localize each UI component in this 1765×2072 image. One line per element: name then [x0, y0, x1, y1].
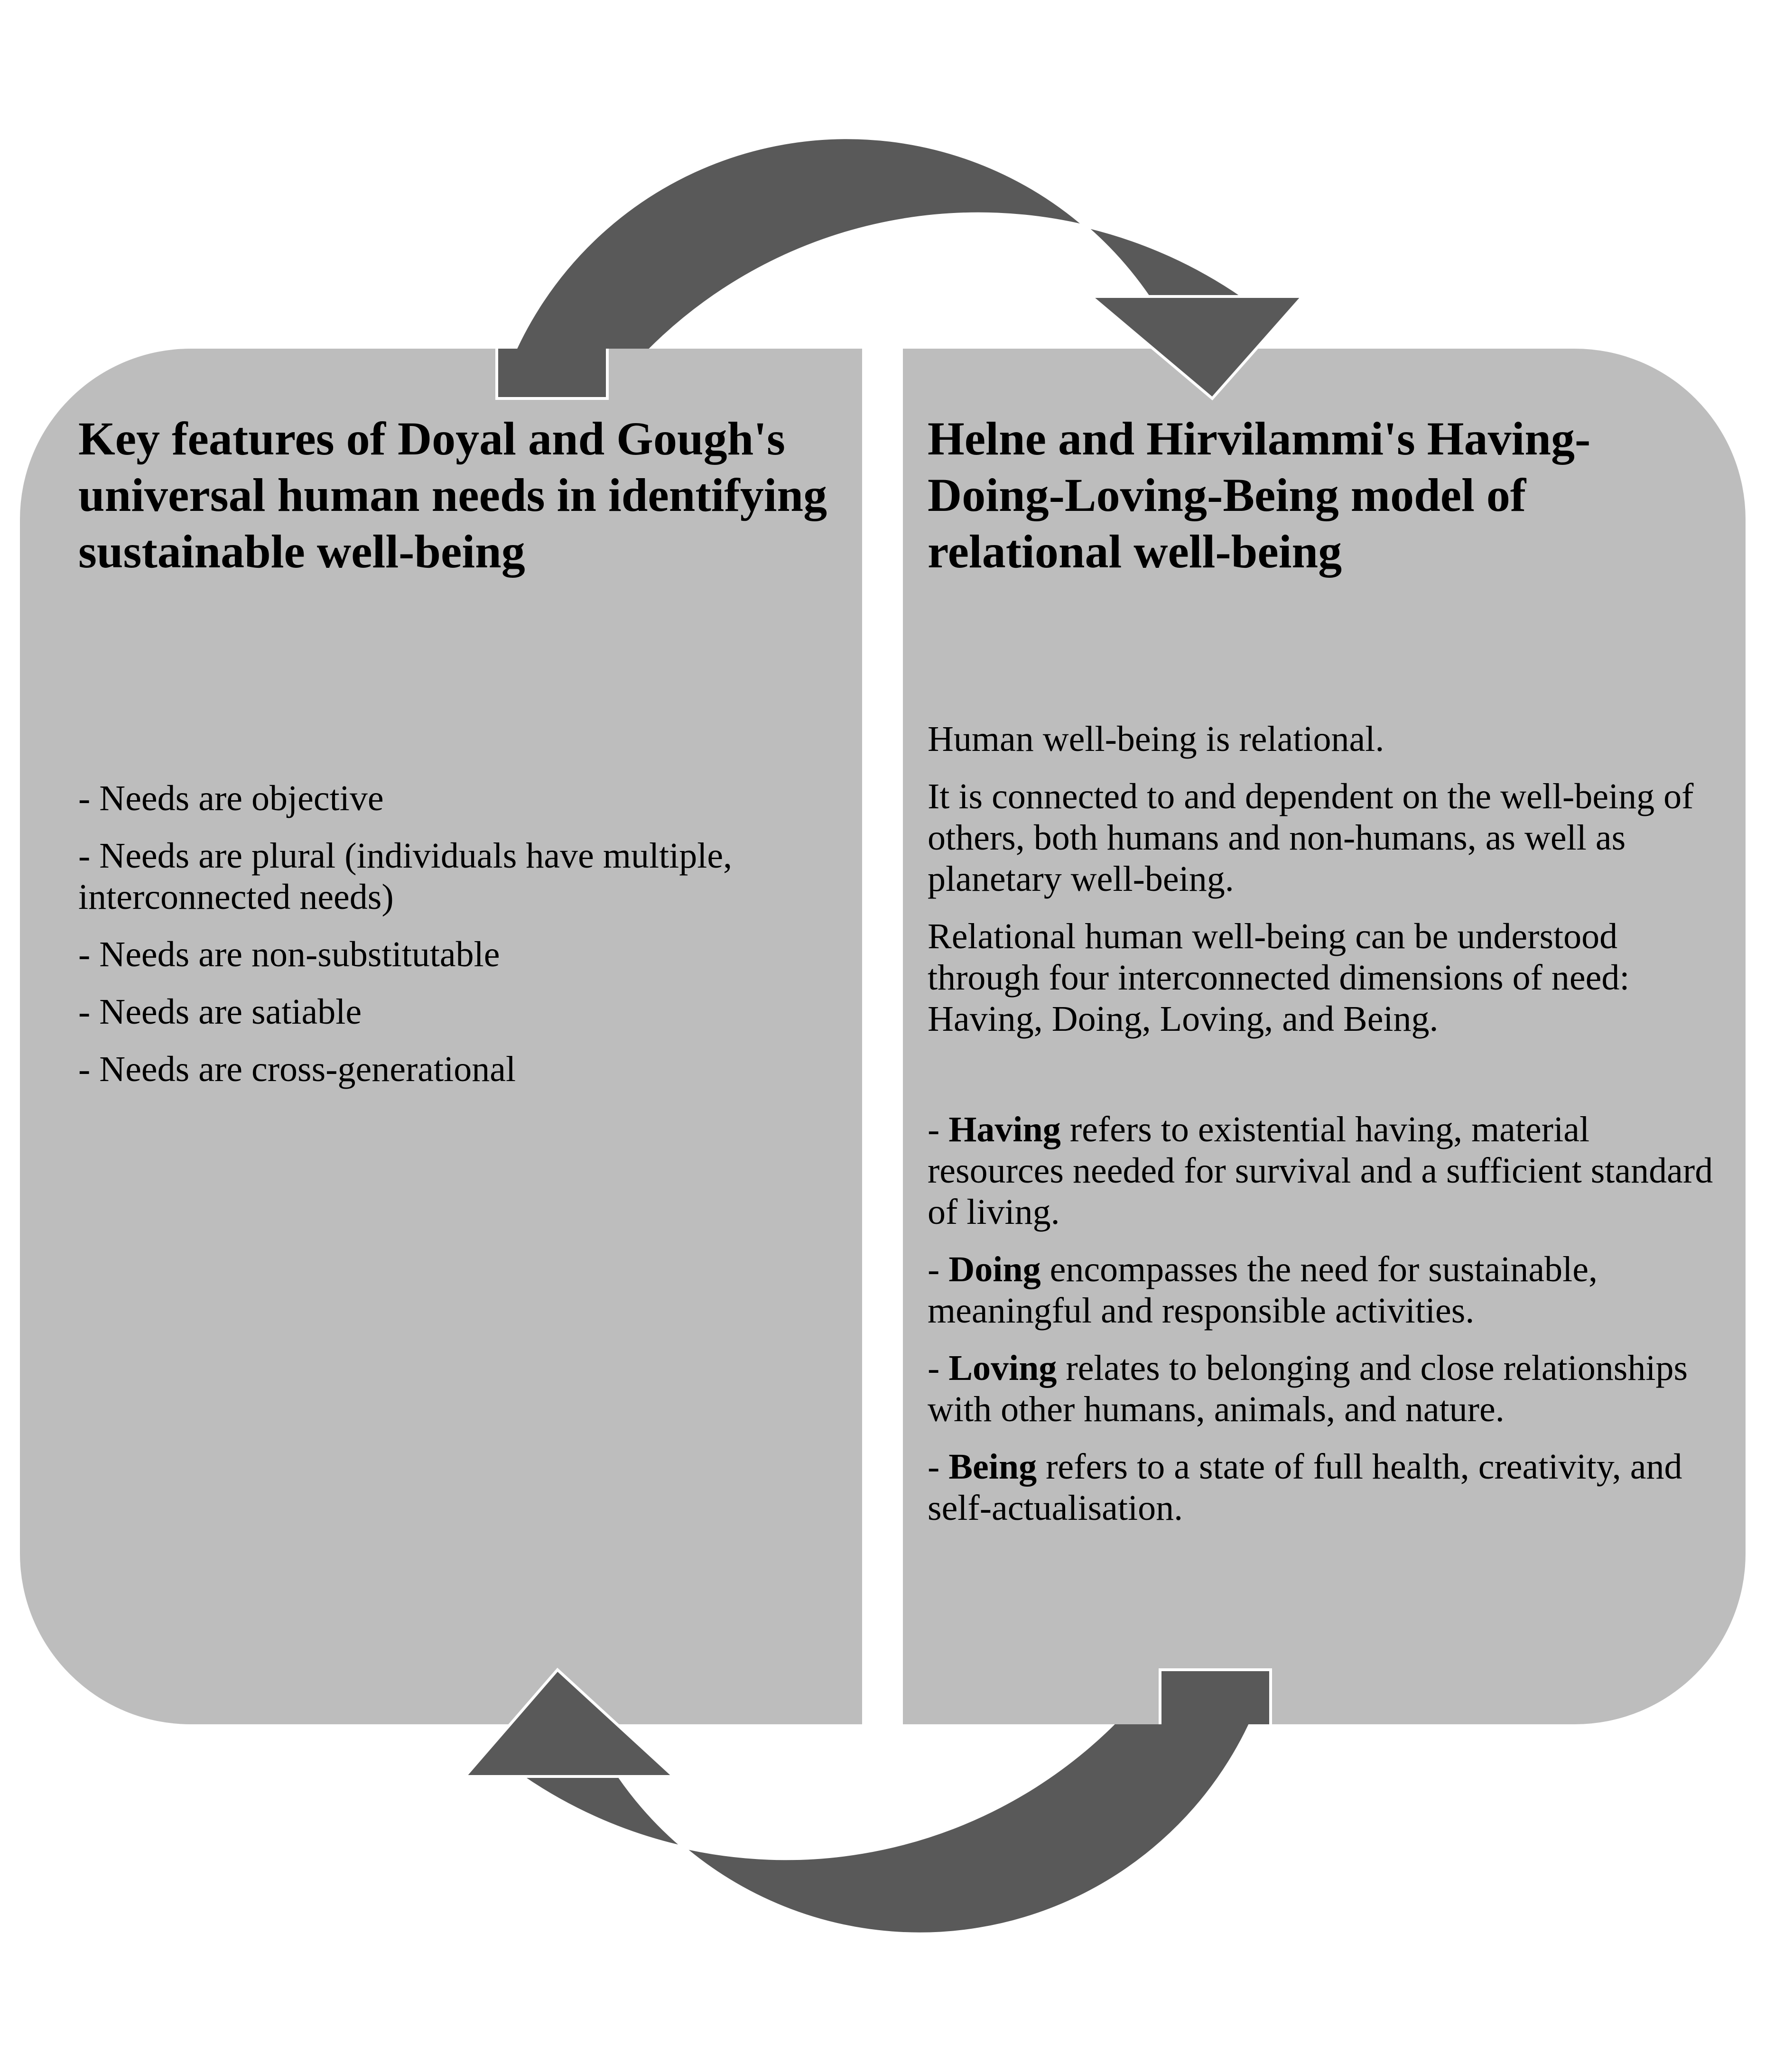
- needs-list-item: - Needs are non-substitutable: [78, 934, 500, 974]
- needs-list-item: - Needs are satiable: [78, 992, 362, 1032]
- hdlb-description: [928, 719, 1725, 1545]
- intro-paragraph: Human well-being is relational.: [928, 719, 1384, 759]
- intro-paragraph: It is connected to and dependent on the well-being of others, both humans and non-humans, as well as planetary well-being.: [928, 777, 1694, 899]
- doyal-gough-panel: [20, 349, 862, 1724]
- dimension-term: Being: [948, 1447, 1037, 1487]
- needs-list-item: - Needs are objective: [78, 778, 384, 818]
- hdlb-model-panel: [903, 349, 1746, 1724]
- dimension-being: - Being refers to a state of full health, creativity, and self-actualisation.: [928, 1447, 1682, 1528]
- doyal-gough-title: Key features of Doyal and Gough's universal human needs in identifying sustainable well-being: [78, 412, 827, 578]
- hdlb-model-title: Helne and Hirvilammi's Having-Doing-Loving-Being model of relational well-being: [928, 412, 1591, 578]
- needs-list: [78, 778, 856, 1106]
- dimension-term: Doing: [948, 1249, 1041, 1289]
- dimension-term: Having: [948, 1110, 1061, 1149]
- dimension-doing: - Doing encompasses the need for sustainable, meaningful and responsible activities.: [928, 1249, 1598, 1331]
- needs-list-item: - Needs are cross-generational: [78, 1049, 516, 1089]
- needs-list-item: - Needs are plural (individuals have multiple, interconnected needs): [78, 836, 733, 917]
- dimension-term: Loving: [948, 1348, 1057, 1388]
- dimension-having: - Having refers to existential having, material resources needed for survival and a sufficient standard of living.: [928, 1110, 1713, 1232]
- intro-paragraph: Relational human well-being can be understood through four interconnected dimensions of need: Having, Doing, Loving, and Being.: [928, 916, 1630, 1039]
- dimension-loving: - Loving relates to belonging and close relationships with other humans, animals, and nature.: [928, 1348, 1688, 1429]
